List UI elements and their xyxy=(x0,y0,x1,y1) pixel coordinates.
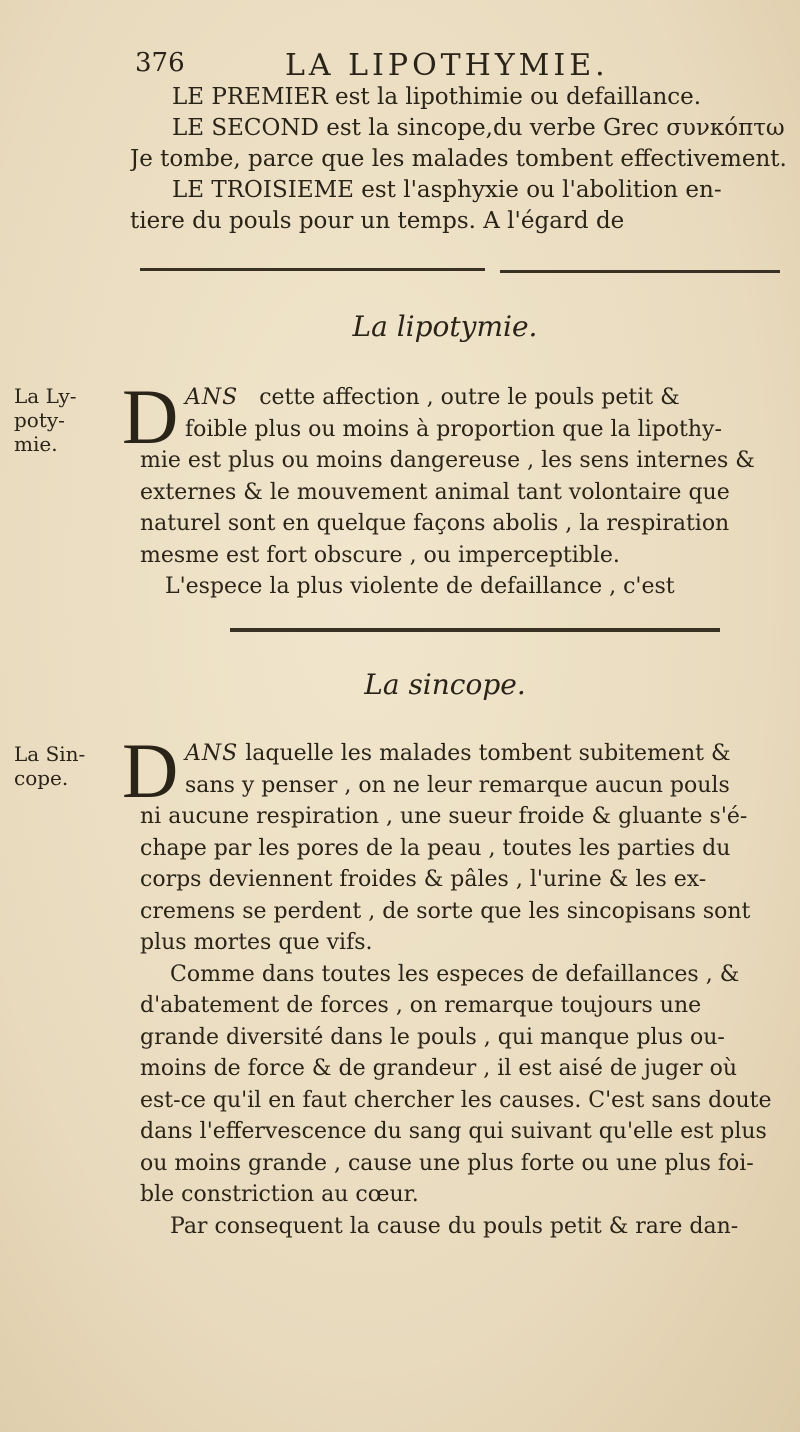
paragraph-line: chape par les pores de la peau , toutes les parties du xyxy=(140,835,731,861)
intro-line: Je tombe, parce que les malades tombent effectivement. xyxy=(130,146,787,172)
margin-note-lipotymie xyxy=(14,384,114,456)
lipotymie-paragraph xyxy=(110,382,790,603)
first-word: ANS xyxy=(185,385,239,410)
page-number: 376 xyxy=(135,48,185,78)
intro-line: LE PREMIER est la lipothimie ou defaillance. xyxy=(172,84,702,110)
paragraph-line: est-ce qu'il en faut chercher les causes. C'est sans doute xyxy=(140,1087,772,1113)
paragraph-line xyxy=(110,738,790,770)
section-title-lipotymie: La lipotymie. xyxy=(352,310,538,343)
paragraph-line: moins de force & de grandeur , il est aisé de juger où xyxy=(140,1056,738,1081)
paragraph-line: corps deviennent froides & pâles , l'urine & les ex- xyxy=(140,867,707,892)
intro-line: LE TROISIEME est l'asphyxie ou l'abolition en- xyxy=(172,177,722,203)
margin-note-line: La Ly- xyxy=(14,384,77,408)
line-text: cette affection , outre le pouls petit & xyxy=(259,385,680,410)
paragraph-line: cremens se perdent , de sorte que les sincopisans sont xyxy=(140,898,751,924)
first-word: ANS xyxy=(185,741,239,766)
paragraph-line: mie est plus ou moins dangereuse , les sens internes & xyxy=(140,448,755,473)
paragraph-line: Par consequent la cause du pouls petit & rare dan- xyxy=(170,1213,739,1239)
paragraph-line: sans y penser , on ne leur remarque aucun pouls xyxy=(185,772,730,798)
paragraph-line: L'espece la plus violente de defaillance , c'est xyxy=(165,574,675,599)
section-title-sincope: La sincope. xyxy=(364,668,526,701)
margin-note-sincope xyxy=(14,742,114,790)
paragraph-line: naturel sont en quelque façons abolis , la respiration xyxy=(140,511,730,536)
running-title: LA LIPOTHYMIE. xyxy=(285,48,609,83)
paragraph-line: foible plus ou moins à proportion que la lipothy- xyxy=(185,416,722,442)
paragraph-line: ni aucune respiration , une sueur froide & gluante s'é- xyxy=(140,804,748,829)
margin-note-line: mie. xyxy=(14,432,58,456)
margin-note-line: cope. xyxy=(14,766,69,790)
paragraph-line xyxy=(110,382,790,414)
intro-line: LE SECOND est la sincope,du verbe Grec συνκόπτω xyxy=(172,115,785,141)
paragraph-line: ble constriction au cœur. xyxy=(140,1182,419,1207)
paragraph-line: externes & le mouvement animal tant volontaire que xyxy=(140,479,730,505)
sincope-paragraph xyxy=(110,738,790,1242)
paragraph-line: d'abatement de forces , on remarque toujours une xyxy=(140,993,702,1018)
section-divider xyxy=(230,628,720,632)
paragraph-line: plus mortes que vifs. xyxy=(140,930,373,955)
paragraph-line: grande diversité dans le pouls , qui manque plus ou- xyxy=(140,1024,725,1050)
paragraph-line: mesme est fort obscure , ou imperceptible. xyxy=(140,542,620,568)
drop-cap: D xyxy=(122,727,179,814)
line-text: laquelle les malades tombent subitement & xyxy=(245,741,731,766)
paragraph-line: dans l'effervescence du sang qui suivant qu'elle est plus xyxy=(140,1119,767,1144)
intro-text xyxy=(130,82,790,237)
paragraph-line: ou moins grande , cause une plus forte ou une plus foi- xyxy=(140,1150,754,1176)
margin-note-line: La Sin- xyxy=(14,742,86,766)
margin-note-line: poty- xyxy=(14,408,65,432)
section-divider xyxy=(140,268,485,271)
paragraph-line: Comme dans toutes les especes de defaillances , & xyxy=(170,961,740,987)
section-divider xyxy=(500,270,780,273)
drop-cap: D xyxy=(122,373,179,460)
intro-line: tiere du pouls pour un temps. A l'égard de xyxy=(130,208,625,234)
